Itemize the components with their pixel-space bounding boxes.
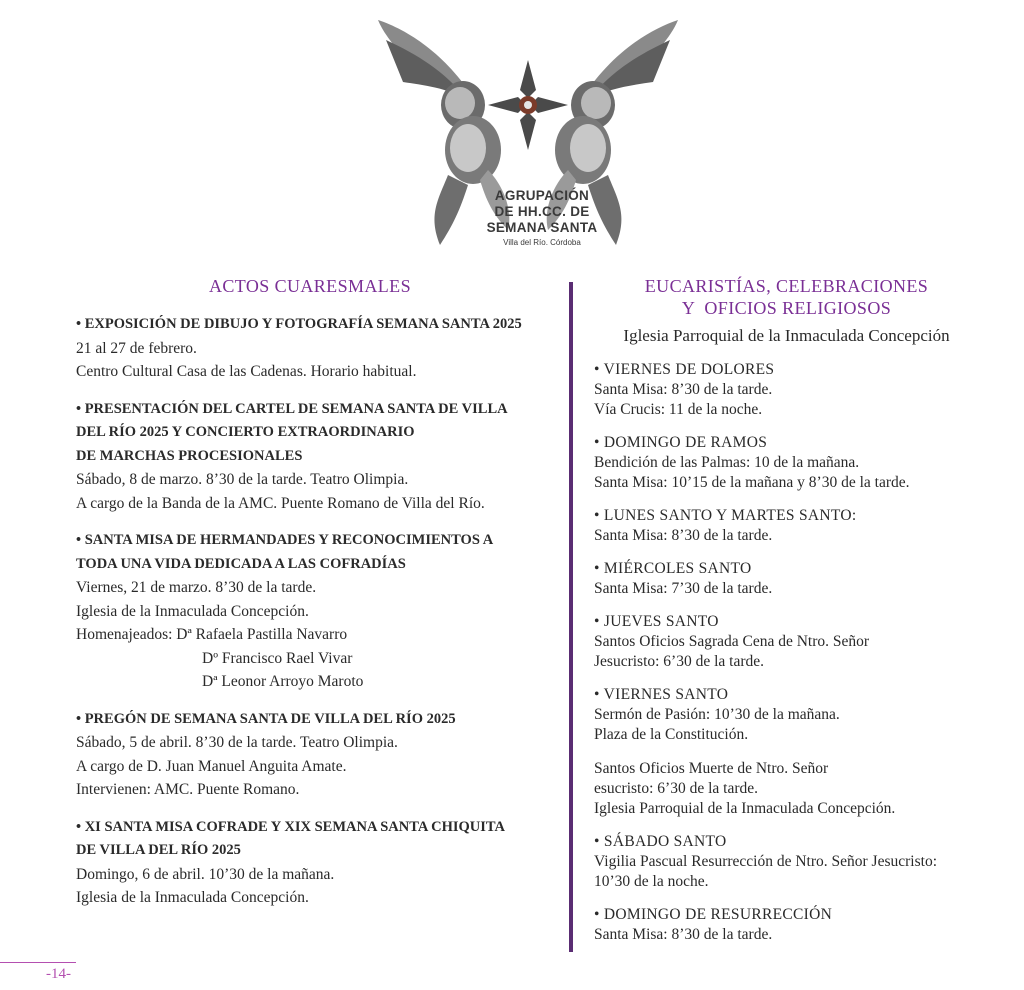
event-heading: • SANTA MISA DE HERMANDADES Y RECONOCIMIENTOS A	[76, 532, 494, 548]
item-heading: • DOMINGO DE RESURRECCIÓN	[594, 906, 833, 923]
page-number: -14-	[46, 966, 71, 982]
event-line: Centro Cultural Casa de las Cadenas. Horario habitual.	[76, 363, 417, 380]
right-column	[594, 275, 999, 945]
event-line: Domingo, 6 de abril. 10’30 de la mañana.	[76, 865, 335, 883]
item-heading: • DOMINGO DE RAMOS	[594, 434, 768, 451]
event-heading: • PRESENTACIÓN DEL CARTEL DE SEMANA SANTA DE VILLA	[76, 400, 508, 417]
item-heading: • LUNES SANTO Y MARTES SANTO:	[594, 507, 857, 524]
event-line: Sábado, 8 de marzo. 8’30 de la tarde. Teatro Olimpia.	[76, 471, 409, 488]
item-lunes-martes-santo	[594, 506, 999, 546]
column-divider	[569, 282, 573, 952]
item-line: Plaza de la Constitución.	[594, 726, 749, 743]
item-line: Vigilia Pascual Resurrección de Ntro. Señor Jesucristo:	[594, 853, 937, 870]
event-cartel	[76, 398, 564, 516]
item-viernes-dolores	[594, 360, 999, 420]
right-section-title-line2: Y OFICIOS RELIGIOSOS	[681, 298, 892, 318]
logo-line-1: AGRUPACIÓN	[494, 188, 590, 203]
event-heading: TODA UNA VIDA DEDICADA A LAS COFRADÍAS	[76, 555, 406, 572]
event-heading: • PREGÓN DE SEMANA SANTA DE VILLA DEL RÍO 2025	[76, 710, 456, 727]
event-line: Iglesia de la Inmaculada Concepción.	[76, 602, 309, 620]
item-line: Santa Misa: 7’30 de la tarde.	[594, 580, 773, 597]
item-line: Santos Oficios Sagrada Cena de Ntro. Señor	[594, 633, 870, 650]
item-miercoles-santo	[594, 559, 999, 599]
item-heading: • SÁBADO SANTO	[594, 833, 727, 850]
item-line: Iglesia Parroquial de la Inmaculada Concepción.	[594, 800, 896, 817]
event-heading: DE MARCHAS PROCESIONALES	[76, 447, 303, 464]
event-santa-misa-hermandades	[76, 529, 564, 694]
event-heading: DE VILLA DEL RÍO 2025	[76, 842, 241, 858]
right-section-title-line1: EUCARISTÍAS, CELEBRACIONES	[644, 276, 929, 296]
item-line: Santos Oficios Muerte de Ntro. Señor	[594, 760, 829, 777]
item-line: Vía Crucis: 11 de la noche.	[594, 401, 763, 418]
item-line: Jesucristo: 6’30 de la tarde.	[594, 653, 765, 670]
event-pregon	[76, 708, 564, 802]
item-line: Santa Misa: 8’30 de la tarde.	[594, 527, 773, 544]
event-heading: • XI SANTA MISA COFRADE Y XIX SEMANA SANTA CHIQUITA	[76, 818, 505, 835]
event-line: Sábado, 5 de abril. 8’30 de la tarde. Teatro Olimpia.	[76, 734, 398, 751]
item-heading: • JUEVES SANTO	[594, 613, 719, 630]
event-line: 21 al 27 de febrero.	[76, 339, 197, 357]
logo-subline: Villa del Río. Córdoba	[503, 238, 581, 247]
event-line: A cargo de la Banda de la AMC. Puente Romano de Villa del Río.	[76, 494, 485, 512]
item-heading: • VIERNES SANTO	[594, 686, 729, 703]
event-line: Iglesia de la Inmaculada Concepción.	[76, 889, 309, 906]
right-subtitle: Iglesia Parroquial de la Inmaculada Concepción	[623, 326, 950, 345]
agrupacion-logo	[368, 10, 688, 258]
item-heading: • MIÉRCOLES SANTO	[594, 560, 752, 577]
event-heading: DEL RÍO 2025 Y CONCIERTO EXTRAORDINARIO	[76, 424, 415, 440]
event-line: Viernes, 21 de marzo. 8’30 de la tarde.	[76, 579, 317, 596]
item-line: Santa Misa: 10’15 de la mañana y 8’30 de la tarde.	[594, 474, 910, 491]
item-domingo-resurreccion	[594, 905, 999, 945]
honoree-name: Dº Francisco Rael Vivar	[202, 649, 353, 667]
left-section-title: ACTOS CUARESMALES	[208, 276, 411, 296]
event-line: Intervienen: AMC. Puente Romano.	[76, 781, 300, 798]
item-jueves-santo	[594, 612, 999, 672]
event-line: A cargo de D. Juan Manuel Anguita Amate.	[76, 757, 347, 775]
left-column	[76, 275, 564, 910]
item-domingo-ramos	[594, 433, 999, 493]
item-viernes-santo	[594, 685, 999, 819]
item-line: esucristo: 6’30 de la tarde.	[594, 780, 758, 797]
item-line: Sermón de Pasión: 10’30 de la mañana.	[594, 706, 840, 723]
event-misa-cofrade	[76, 816, 564, 910]
logo-line-3: SEMANA SANTA	[486, 220, 598, 235]
item-sabado-santo	[594, 832, 999, 892]
item-line: 10’30 de la noche.	[594, 873, 709, 890]
page-number-rule	[0, 962, 76, 963]
honoree-name: Dª Leonor Arroyo Maroto	[202, 673, 364, 690]
logo-text	[486, 188, 598, 248]
event-heading: • EXPOSICIÓN DE DIBUJO Y FOTOGRAFÍA SEMANA SANTA 2025	[76, 316, 522, 332]
item-line: Santa Misa: 8’30 de la tarde.	[594, 926, 773, 943]
logo-line-2: DE HH.CC. DE	[494, 204, 590, 219]
item-line: Bendición de las Palmas: 10 de la mañana.	[594, 454, 860, 471]
event-line: Homenajeados: Dª Rafaela Pastilla Navarro	[76, 626, 348, 643]
item-line: Santa Misa: 8’30 de la tarde.	[594, 381, 773, 398]
item-heading: • VIERNES DE DOLORES	[594, 361, 775, 378]
event-exposicion	[76, 313, 564, 384]
